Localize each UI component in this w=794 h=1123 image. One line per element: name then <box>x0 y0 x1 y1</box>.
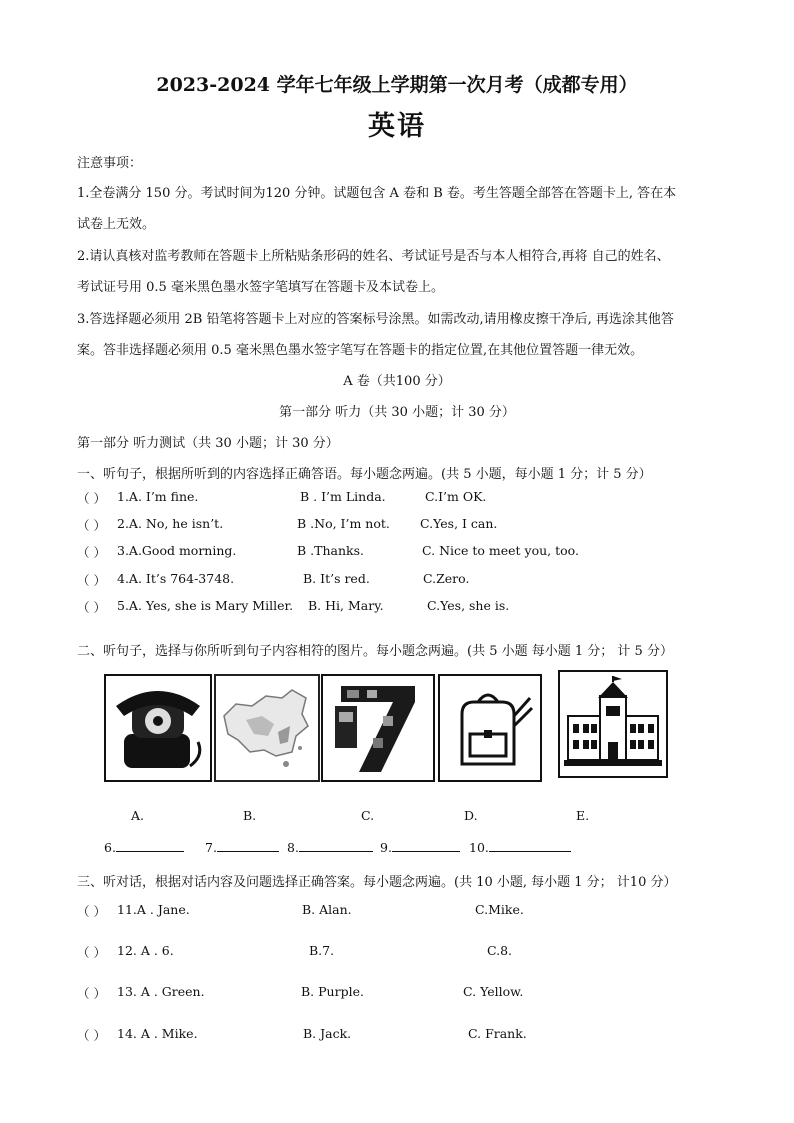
picture-label-d: D. <box>464 808 478 823</box>
answer-blank-7[interactable] <box>205 839 279 855</box>
answer-blank-8[interactable] <box>287 839 373 855</box>
option-b: B.7. <box>309 943 335 958</box>
option-b: B .No, I’m not. <box>297 516 390 531</box>
option-a: 5.A. Yes, she is Mary Miller. <box>117 598 294 613</box>
exam-title: 2023-2024 学年七年级上学期第一次月考（成都专用） <box>156 74 638 96</box>
answer-paren[interactable]: （ ） <box>77 573 106 588</box>
option-c: C.Yes, I can. <box>420 516 498 531</box>
blank-line[interactable] <box>299 839 373 852</box>
telephone-icon <box>104 674 212 782</box>
school-building-icon <box>558 670 668 778</box>
option-a: 14. A . Mike. <box>117 1026 198 1041</box>
answer-paren[interactable]: （ ） <box>77 986 106 1001</box>
picture-label-b: B. <box>243 808 257 823</box>
notice-line: 2.请认真核对监考教师在答题卡上所粘贴条形码的姓名、考试证号是否与本人相符合,再将 自己的姓名、 <box>77 249 670 264</box>
option-c: C.Yes, she is. <box>427 598 510 613</box>
blank-number: 7. <box>205 840 217 855</box>
option-c: C. Nice to meet you, too. <box>422 543 579 558</box>
blank-number: 10. <box>469 840 489 855</box>
option-a: 11.A . Jane. <box>117 902 190 917</box>
option-c: C.Mike. <box>475 902 524 917</box>
picture-label-e: E. <box>576 808 590 823</box>
answer-paren[interactable]: （ ） <box>77 491 106 506</box>
option-c: C.8. <box>487 943 513 958</box>
answer-paren[interactable]: （ ） <box>77 904 106 919</box>
answer-paren[interactable]: （ ） <box>77 545 106 560</box>
option-b: B. It’s red. <box>303 571 370 586</box>
section2-heading: 二、听句子，选择与你所听到句子内容相符的图片。每小题念两遍。(共 5 小题 每小题 1 分； 计 5 分） <box>77 644 673 659</box>
blank-line[interactable] <box>392 839 460 852</box>
picture-label-a: A. <box>131 808 145 823</box>
answer-paren[interactable]: （ ） <box>77 600 106 615</box>
option-b: B . I’m Linda. <box>300 489 386 504</box>
subject-title: 英语 <box>368 111 426 142</box>
option-b: B. Jack. <box>303 1026 352 1041</box>
blank-number: 8. <box>287 840 299 855</box>
notice-line: 案。答非选择题必须用 0.5 毫米黑色墨水签字笔写在答题卡的指定位置,在其他位置答题一律无效。 <box>77 343 644 358</box>
blank-line[interactable] <box>489 839 571 852</box>
answer-blank-10[interactable] <box>469 839 571 855</box>
option-a: 4.A. It’s 764-3748. <box>117 571 235 586</box>
part1-heading: 第一部分 听力（共 30 小题；计 30 分） <box>279 405 515 420</box>
section1-heading: 一、听句子，根据所听到的内容选择正确答语。每小题念两遍。(共 5 小题，每小题 1 分；计 5 分） <box>77 467 652 482</box>
option-a: 2.A. No, he isn’t. <box>117 516 224 531</box>
map-icon <box>214 674 320 782</box>
option-c: C.I’m OK. <box>425 489 487 504</box>
option-b: B. Alan. <box>302 902 352 917</box>
section3-heading: 三、听对话，根据对话内容及问题选择正确答案。每小题念两遍。(共 10 小题, 每小题 1 分； 计10 分） <box>77 875 677 890</box>
blank-number: 6. <box>104 840 116 855</box>
answer-blank-6[interactable] <box>104 839 184 855</box>
blank-line[interactable] <box>217 839 279 852</box>
number-seven-icon <box>321 674 435 782</box>
option-a: 13. A . Green. <box>117 984 205 999</box>
notice-line: 3.答选择题必须用 2B 铅笔将答题卡上对应的答案标号涂黑。如需改动,请用橡皮擦干净后, 再选涂其他答 <box>77 312 674 327</box>
notice-line: 1.全卷满分 150 分。考试时间为120 分钟。试题包含 A 卷和 B 卷。考生答题全部答在答题卡上, 答在本 <box>77 186 677 201</box>
blank-number: 9. <box>380 840 392 855</box>
answer-paren[interactable]: （ ） <box>77 518 106 533</box>
option-b: B. Hi, Mary. <box>308 598 384 613</box>
picture-label-c: C. <box>361 808 375 823</box>
option-b: B. Purple. <box>301 984 364 999</box>
notice-heading: 注意事项： <box>77 156 143 171</box>
part1-subheading: 第一部分 听力测试（共 30 小题；计 30 分） <box>77 436 339 451</box>
schoolbag-icon <box>438 674 542 782</box>
option-a: 1.A. I’m fine. <box>117 489 199 504</box>
paper-a-heading: A 卷（共100 分） <box>343 374 451 389</box>
option-b: B .Thanks. <box>297 543 364 558</box>
option-c: C. Yellow. <box>463 984 524 999</box>
option-c: C. Frank. <box>468 1026 527 1041</box>
answer-blank-9[interactable] <box>380 839 460 855</box>
option-a: 3.A.Good morning. <box>117 543 237 558</box>
option-c: C.Zero. <box>423 571 470 586</box>
option-a: 12. A . 6. <box>117 943 174 958</box>
answer-paren[interactable]: （ ） <box>77 945 106 960</box>
blank-line[interactable] <box>116 839 184 852</box>
notice-line: 试卷上无效。 <box>77 217 156 232</box>
notice-line: 考试证号用 0.5 毫米黑色墨水签字笔填写在答题卡及本试卷上。 <box>77 280 444 295</box>
answer-paren[interactable]: （ ） <box>77 1028 106 1043</box>
